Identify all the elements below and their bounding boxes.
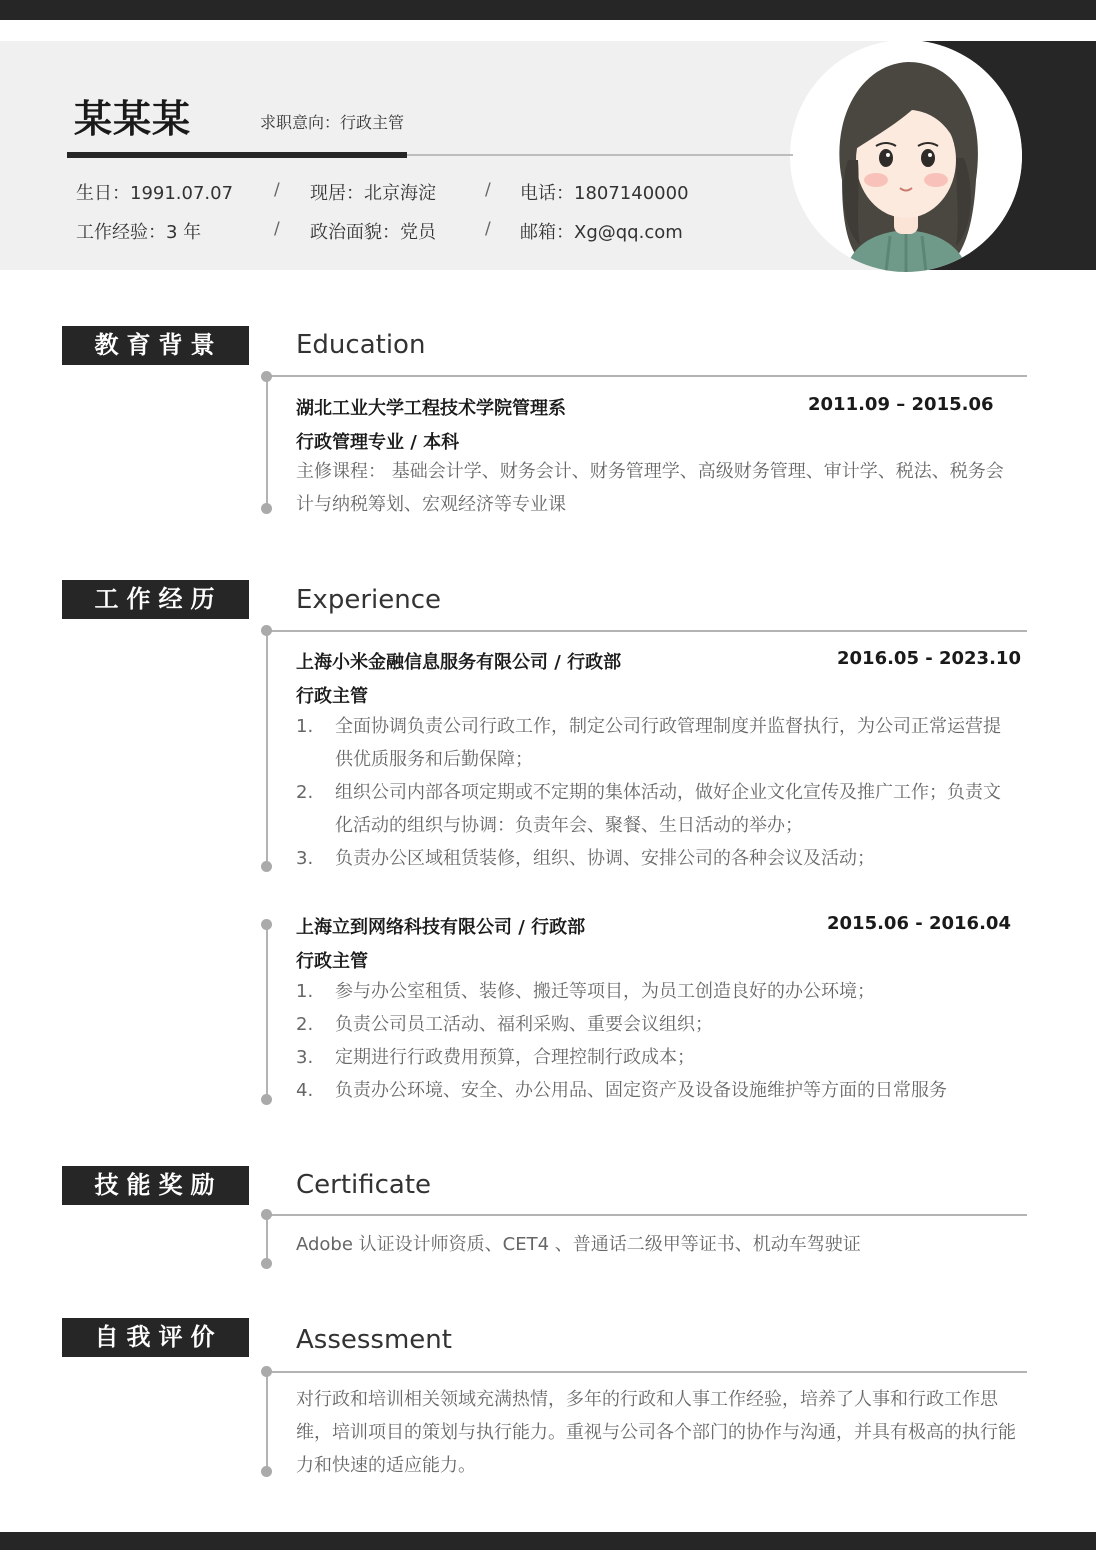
duty-item bbox=[296, 1074, 1018, 1107]
skills-rule bbox=[266, 1214, 1027, 1216]
assessment-timeline bbox=[266, 1371, 268, 1471]
job-timeline bbox=[266, 630, 268, 866]
job-company: 上海立到网络科技有限公司 / 行政部 bbox=[296, 917, 586, 938]
timeline-dot bbox=[261, 861, 272, 872]
school-name: 湖北工业大学工程技术学院管理系 bbox=[296, 398, 566, 419]
timeline-dot bbox=[261, 1466, 272, 1477]
duty-item bbox=[296, 776, 1018, 842]
self-assessment: 对行政和培训相关领域充满热情，多年的行政和人事工作经验，培养了人事和行政工作思维，培训项目的策划与执行能力。重视与公司各个部门的协作与沟通，并具有极高的执行能力和快速的适应能力。 bbox=[296, 1389, 1016, 1476]
job-intent: 求职意向：行政主管 bbox=[260, 113, 405, 132]
duty-number: 4. bbox=[296, 1080, 314, 1101]
top-decor-bar bbox=[0, 0, 1096, 20]
duty-item bbox=[296, 975, 1018, 1008]
experience-rule bbox=[266, 630, 1027, 632]
duty-item bbox=[296, 1041, 1018, 1074]
certificates: Adobe 认证设计师资质、CET4 、普通话二级甲等证书、机动车驾驶证 bbox=[296, 1234, 861, 1255]
duty-number: 3. bbox=[296, 1047, 314, 1068]
residence: 现居：北京海淀 bbox=[310, 183, 436, 204]
assessment-rule bbox=[266, 1371, 1027, 1373]
timeline-dot bbox=[261, 503, 272, 514]
separator: / bbox=[485, 219, 491, 239]
job-role: 行政主管 bbox=[296, 951, 368, 972]
candidate-name: 某某某 bbox=[74, 97, 192, 141]
separator: / bbox=[274, 180, 280, 200]
duty-number: 2. bbox=[296, 1014, 314, 1035]
timeline-dot bbox=[261, 1258, 272, 1269]
duty-text: 负责办公区域租赁装修，组织、协调、安排公司的各种会议及活动； bbox=[335, 848, 875, 869]
duty-number: 1. bbox=[296, 716, 314, 737]
experience-label: 工作经历 bbox=[62, 580, 249, 619]
timeline-dot bbox=[261, 371, 272, 382]
experience-title-en: Experience bbox=[296, 585, 441, 615]
experience-years: 工作经验：3 年 bbox=[76, 222, 202, 243]
timeline-dot bbox=[261, 625, 272, 636]
timeline-dot bbox=[261, 1366, 272, 1377]
avatar bbox=[790, 40, 1022, 272]
courses: 主修课程： 基础会计学、财务会计、财务管理学、高级财务管理、审计学、税法、税务会计与纳税筹划、宏观经济等专业课 bbox=[296, 461, 1004, 515]
duty-item bbox=[296, 842, 1018, 875]
skills-title-en: Certificate bbox=[296, 1170, 432, 1200]
duty-text: 负责公司员工活动、福利采购、重要会议组织； bbox=[335, 1014, 713, 1035]
duty-number: 1. bbox=[296, 981, 314, 1002]
duty-number: 2. bbox=[296, 782, 314, 803]
duty-text: 参与办公室租赁、装修、搬迁等项目，为员工创造良好的办公环境； bbox=[335, 981, 875, 1002]
education-date: 2011.09 – 2015.06 bbox=[808, 394, 994, 415]
job-date: 2016.05 - 2023.10 bbox=[837, 648, 1021, 669]
assessment-label: 自我评价 bbox=[62, 1318, 249, 1357]
job-date: 2015.06 - 2016.04 bbox=[827, 913, 1011, 934]
timeline-dot bbox=[261, 919, 272, 930]
timeline-dot bbox=[261, 1094, 272, 1105]
education-title-en: Education bbox=[296, 330, 426, 360]
phone: 电话：1807140000 bbox=[520, 183, 689, 204]
skills-label: 技能奖励 bbox=[62, 1166, 249, 1205]
duty-text: 组织公司内部各项定期或不定期的集体活动，做好企业文化宣传及推广工作；负责文化活动的组织与协调：负责年会、聚餐、生日活动的举办； bbox=[335, 782, 1001, 836]
separator: / bbox=[274, 219, 280, 239]
avatar-icon bbox=[790, 40, 1022, 272]
skills-timeline bbox=[266, 1214, 268, 1263]
duty-number: 3. bbox=[296, 848, 314, 869]
job-company: 上海小米金融信息服务有限公司 / 行政部 bbox=[296, 652, 622, 673]
education-label: 教育背景 bbox=[62, 326, 249, 365]
duty-text: 全面协调负责公司行政工作，制定公司行政管理制度并监督执行，为公司正常运营提供优质服务和后勤保障； bbox=[335, 716, 1001, 770]
duty-item bbox=[296, 710, 1018, 776]
bottom-decor-bar bbox=[0, 1532, 1096, 1550]
job-role: 行政主管 bbox=[296, 686, 368, 707]
duty-item bbox=[296, 1008, 1018, 1041]
name-underline-thick bbox=[67, 152, 407, 158]
duty-text: 定期进行行政费用预算，合理控制行政成本； bbox=[335, 1047, 695, 1068]
email: 邮箱：Xg@qq.com bbox=[520, 222, 683, 243]
education-timeline bbox=[266, 376, 268, 508]
timeline-dot bbox=[261, 1209, 272, 1220]
separator: / bbox=[485, 180, 491, 200]
political-status: 政治面貌：党员 bbox=[310, 222, 436, 243]
assessment-title-en: Assessment bbox=[296, 1325, 452, 1355]
duty-text: 负责办公环境、安全、办公用品、固定资产及设备设施维护等方面的日常服务 bbox=[335, 1080, 947, 1101]
education-rule bbox=[266, 375, 1027, 377]
major: 行政管理专业 / 本科 bbox=[296, 432, 460, 453]
birthday: 生日：1991.07.07 bbox=[76, 183, 234, 204]
name-underline-thin bbox=[407, 154, 793, 156]
job-timeline bbox=[266, 924, 268, 1099]
